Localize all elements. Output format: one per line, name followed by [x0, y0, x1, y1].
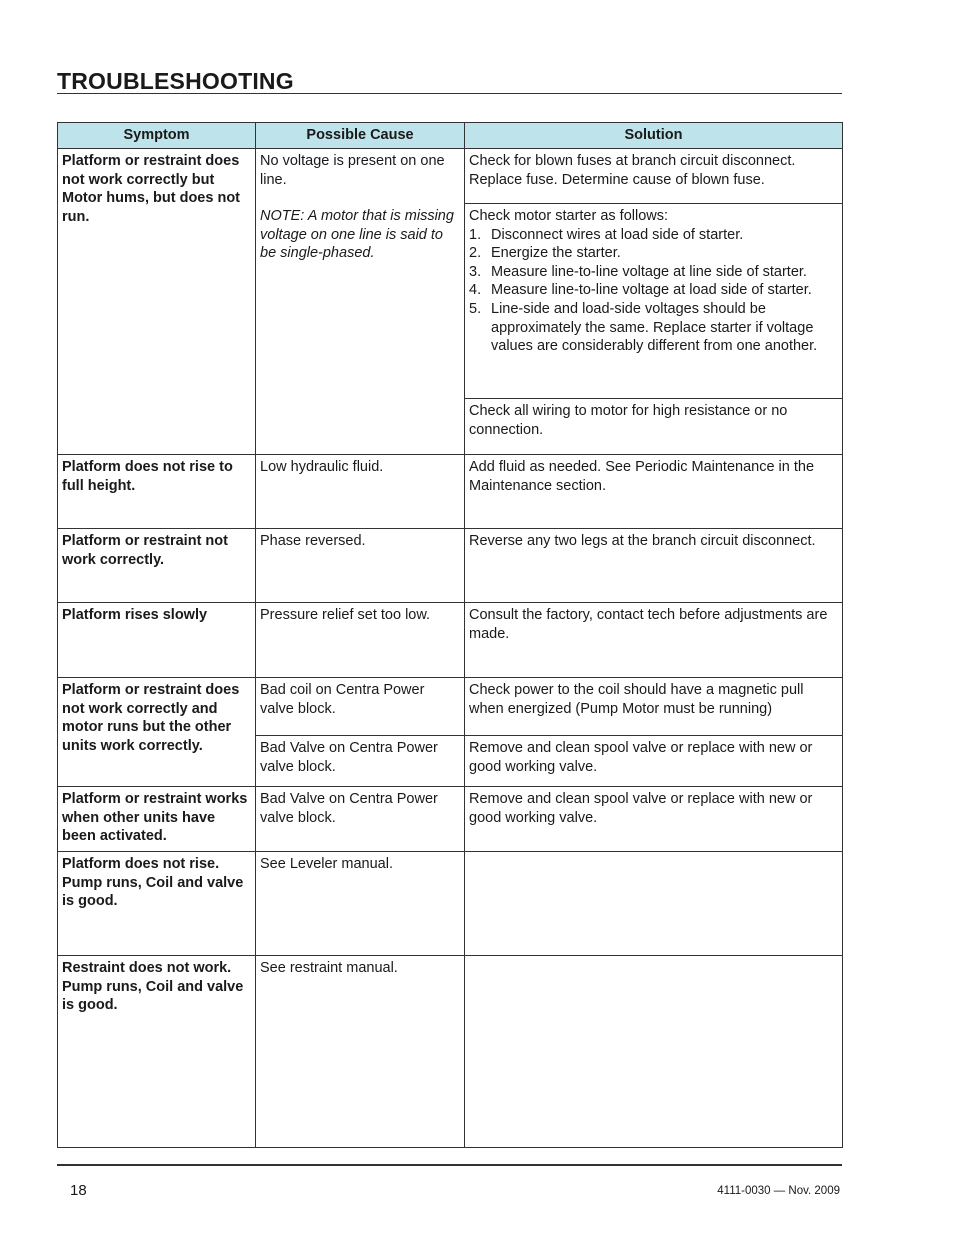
list-item-text: Energize the starter.: [491, 245, 621, 262]
page-title: TROUBLESHOOTING: [57, 68, 294, 94]
starter-steps-list: [469, 226, 838, 356]
solution-cell: [465, 956, 843, 1148]
symptom-cell: Platform rises slowly: [58, 603, 256, 678]
solution-cell: Reverse any two legs at the branch circuit disconnect.: [465, 529, 843, 603]
list-item-text: Line-side and load-side voltages should be approximately the same. Replace starter if voltage values are considerably different from one another.: [491, 300, 818, 355]
cause-cell: Pressure relief set too low.: [256, 603, 465, 678]
table-row: [58, 529, 843, 603]
troubleshooting-table: [57, 122, 843, 1148]
cause-text: No voltage is present on one line.: [260, 153, 445, 188]
cause-cell: [256, 149, 465, 455]
column-header-solution: Solution: [465, 123, 843, 149]
table-row: [58, 852, 843, 956]
cause-cell: Low hydraulic fluid.: [256, 455, 465, 529]
title-divider: [57, 93, 842, 94]
list-item: [469, 244, 838, 263]
table-row: [58, 678, 843, 736]
table-row: [58, 787, 843, 852]
list-item-number: 3.: [469, 263, 482, 280]
cause-cell: See restraint manual.: [256, 956, 465, 1148]
list-item: [469, 263, 838, 282]
page-number: 18: [70, 1182, 87, 1199]
footer-divider: [57, 1164, 842, 1166]
symptom-cell: Platform or restraint not work correctly.: [58, 529, 256, 603]
solution-cell: Add fluid as needed. See Periodic Maintenance in the Maintenance section.: [465, 455, 843, 529]
solution-cell: Check power to the coil should have a magnetic pull when energized (Pump Motor must be running): [465, 678, 843, 736]
list-item-text: Measure line-to-line voltage at line side of starter.: [491, 263, 807, 280]
list-item: [469, 226, 838, 245]
table-row: [58, 149, 843, 204]
solution-cell: Remove and clean spool valve or replace with new or good working valve.: [465, 736, 843, 787]
table-row: [58, 455, 843, 529]
solution-cell: Remove and clean spool valve or replace with new or good working valve.: [465, 787, 843, 852]
solution-cell: Consult the factory, contact tech before adjustments are made.: [465, 603, 843, 678]
cause-cell: Bad Valve on Centra Power valve block.: [256, 787, 465, 852]
cause-cell: Bad coil on Centra Power valve block.: [256, 678, 465, 736]
list-item: [469, 300, 838, 356]
list-item-text: Measure line-to-line voltage at load side of starter.: [491, 282, 812, 299]
table-row: [58, 603, 843, 678]
solution-intro: Check motor starter as follows:: [469, 208, 669, 224]
symptom-cell: Platform or restraint does not work correctly but Motor hums, but does not run.: [58, 149, 256, 455]
table-header-row: [58, 123, 843, 149]
cause-cell: Bad Valve on Centra Power valve block.: [256, 736, 465, 787]
solution-cell: [465, 852, 843, 956]
column-header-cause: Possible Cause: [256, 123, 465, 149]
table-row: [58, 956, 843, 1148]
list-item: [469, 281, 838, 300]
solution-cell: Check all wiring to motor for high resistance or no connection.: [465, 399, 843, 455]
solution-cell: [465, 204, 843, 399]
solution-cell: Check for blown fuses at branch circuit disconnect. Replace fuse. Determine cause of blown fuse.: [465, 149, 843, 204]
symptom-cell: Platform does not rise to full height.: [58, 455, 256, 529]
list-item-text: Disconnect wires at load side of starter.: [491, 226, 744, 243]
symptom-cell: Platform or restraint works when other units have been activated.: [58, 787, 256, 852]
cause-note: NOTE: A motor that is missing voltage on one line is said to be single-phased.: [260, 208, 454, 262]
symptom-cell: Restraint does not work. Pump runs, Coil and valve is good.: [58, 956, 256, 1148]
symptom-cell: Platform does not rise. Pump runs, Coil and valve is good.: [58, 852, 256, 956]
cause-cell: See Leveler manual.: [256, 852, 465, 956]
list-item-number: 4.: [469, 282, 482, 299]
list-item-number: 5.: [469, 300, 482, 317]
column-header-symptom: Symptom: [58, 123, 256, 149]
symptom-cell: Platform or restraint does not work correctly and motor runs but the other units work correctly.: [58, 678, 256, 787]
cause-cell: Phase reversed.: [256, 529, 465, 603]
list-item-number: 2.: [469, 245, 482, 262]
list-item-number: 1.: [469, 226, 482, 243]
document-reference: 4111-0030 — Nov. 2009: [717, 1185, 840, 1197]
